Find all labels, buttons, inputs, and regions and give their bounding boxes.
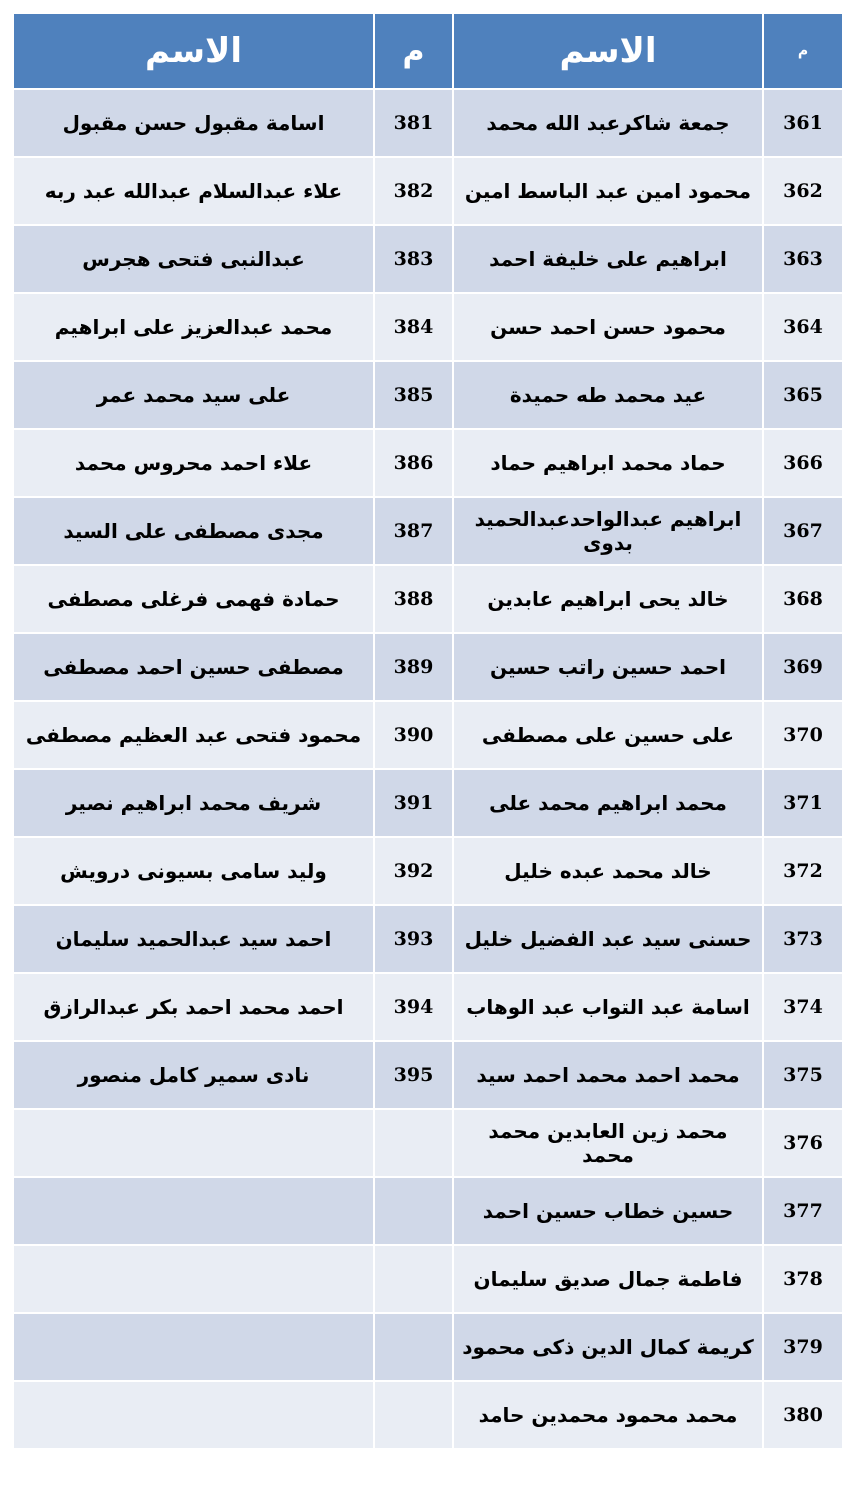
number-cell-left xyxy=(374,1245,453,1313)
name-cell-right: محمد ابراهيم محمد على xyxy=(453,769,763,837)
table-row xyxy=(13,837,843,905)
table-row xyxy=(13,1109,843,1177)
table-body xyxy=(13,89,843,1449)
header-name-right: الاسم xyxy=(453,13,763,89)
number-cell-left xyxy=(374,1381,453,1449)
table-row xyxy=(13,1041,843,1109)
number-cell-left xyxy=(374,1109,453,1177)
table-row xyxy=(13,225,843,293)
number-cell-left: 381 xyxy=(374,89,453,157)
number-cell-right: 365 xyxy=(763,361,843,429)
table-row xyxy=(13,701,843,769)
number-cell-left: 387 xyxy=(374,497,453,565)
name-cell-left xyxy=(13,1177,374,1245)
number-cell-left: 383 xyxy=(374,225,453,293)
name-cell-left xyxy=(13,1245,374,1313)
name-cell-left: شريف محمد ابراهيم نصير xyxy=(13,769,374,837)
name-cell-right: خالد يحى ابراهيم عابدين xyxy=(453,565,763,633)
name-cell-left: علاء عبدالسلام عبدالله عبد ربه xyxy=(13,157,374,225)
name-cell-right: كريمة كمال الدين ذكى محمود xyxy=(453,1313,763,1381)
number-cell-right: 369 xyxy=(763,633,843,701)
name-cell-left xyxy=(13,1109,374,1177)
number-cell-left: 385 xyxy=(374,361,453,429)
number-cell-left: 394 xyxy=(374,973,453,1041)
header-name-left: الاسم xyxy=(13,13,374,89)
number-cell-left: 392 xyxy=(374,837,453,905)
number-cell-left: 391 xyxy=(374,769,453,837)
number-cell-left xyxy=(374,1177,453,1245)
name-cell-left: مصطفى حسين احمد مصطفى xyxy=(13,633,374,701)
number-cell-left: 393 xyxy=(374,905,453,973)
name-cell-left: نادى سمير كامل منصور xyxy=(13,1041,374,1109)
name-cell-right: حماد محمد ابراهيم حماد xyxy=(453,429,763,497)
number-cell-right: 364 xyxy=(763,293,843,361)
number-cell-left: 388 xyxy=(374,565,453,633)
name-cell-right: احمد حسين راتب حسين xyxy=(453,633,763,701)
table-row xyxy=(13,1313,843,1381)
number-cell-left: 384 xyxy=(374,293,453,361)
name-cell-right: حسنى سيد عبد الفضيل خليل xyxy=(453,905,763,973)
name-cell-right: على حسين على مصطفى xyxy=(453,701,763,769)
number-cell-right: 377 xyxy=(763,1177,843,1245)
number-cell-left: 386 xyxy=(374,429,453,497)
number-cell-right: 373 xyxy=(763,905,843,973)
table-row xyxy=(13,429,843,497)
name-cell-left: حمادة فهمى فرغلى مصطفى xyxy=(13,565,374,633)
name-cell-right: ابراهيم على خليفة احمد xyxy=(453,225,763,293)
table-row xyxy=(13,565,843,633)
name-cell-left: محمد عبدالعزيز على ابراهيم xyxy=(13,293,374,361)
number-cell-right: 372 xyxy=(763,837,843,905)
name-cell-left: مجدى مصطفى على السيد xyxy=(13,497,374,565)
names-table xyxy=(12,12,844,1450)
name-cell-left: احمد سيد عبدالحميد سليمان xyxy=(13,905,374,973)
table-row xyxy=(13,293,843,361)
name-cell-right: جمعة شاكرعبد الله محمد xyxy=(453,89,763,157)
name-cell-left xyxy=(13,1313,374,1381)
header-row xyxy=(13,13,843,89)
name-cell-right: عيد محمد طه حميدة xyxy=(453,361,763,429)
number-cell-right: 371 xyxy=(763,769,843,837)
number-cell-right: 361 xyxy=(763,89,843,157)
table-row xyxy=(13,905,843,973)
table-row xyxy=(13,633,843,701)
table-row xyxy=(13,1245,843,1313)
name-cell-left: عبدالنبى فتحى هجرس xyxy=(13,225,374,293)
name-cell-left xyxy=(13,1381,374,1449)
name-cell-right: فاطمة جمال صديق سليمان xyxy=(453,1245,763,1313)
table-row xyxy=(13,89,843,157)
number-cell-right: 374 xyxy=(763,973,843,1041)
header-number-right: م xyxy=(763,13,843,89)
name-cell-left: محمود فتحى عبد العظيم مصطفى xyxy=(13,701,374,769)
number-cell-right: 368 xyxy=(763,565,843,633)
number-cell-left: 395 xyxy=(374,1041,453,1109)
table-row xyxy=(13,361,843,429)
name-cell-left: على سيد محمد عمر xyxy=(13,361,374,429)
number-cell-right: 363 xyxy=(763,225,843,293)
number-cell-right: 379 xyxy=(763,1313,843,1381)
name-cell-right: محمد زين العابدين محمد محمد xyxy=(453,1109,763,1177)
table-row xyxy=(13,157,843,225)
number-cell-right: 376 xyxy=(763,1109,843,1177)
name-cell-left: وليد سامى بسيونى درويش xyxy=(13,837,374,905)
name-cell-right: خالد محمد عبده خليل xyxy=(453,837,763,905)
name-cell-right: اسامة عبد التواب عبد الوهاب xyxy=(453,973,763,1041)
table-row xyxy=(13,1177,843,1245)
number-cell-right: 370 xyxy=(763,701,843,769)
name-cell-right: محمود امين عبد الباسط امين xyxy=(453,157,763,225)
number-cell-left: 390 xyxy=(374,701,453,769)
number-cell-right: 378 xyxy=(763,1245,843,1313)
number-cell-right: 362 xyxy=(763,157,843,225)
number-cell-left: 382 xyxy=(374,157,453,225)
name-cell-right: ابراهيم عبدالواحدعبدالحميد بدوى xyxy=(453,497,763,565)
table-row xyxy=(13,497,843,565)
name-cell-right: محمد محمود محمدين حامد xyxy=(453,1381,763,1449)
number-cell-left: 389 xyxy=(374,633,453,701)
name-cell-right: محمود حسن احمد حسن xyxy=(453,293,763,361)
name-cell-right: محمد احمد محمد احمد سيد xyxy=(453,1041,763,1109)
table-row xyxy=(13,1381,843,1449)
table-row xyxy=(13,973,843,1041)
name-cell-left: احمد محمد احمد بكر عبدالرازق xyxy=(13,973,374,1041)
name-cell-right: حسين خطاب حسين احمد xyxy=(453,1177,763,1245)
table-row xyxy=(13,769,843,837)
number-cell-right: 367 xyxy=(763,497,843,565)
header-number-left: م xyxy=(374,13,453,89)
name-cell-left: اسامة مقبول حسن مقبول xyxy=(13,89,374,157)
number-cell-right: 380 xyxy=(763,1381,843,1449)
number-cell-right: 375 xyxy=(763,1041,843,1109)
number-cell-right: 366 xyxy=(763,429,843,497)
number-cell-left xyxy=(374,1313,453,1381)
name-cell-left: علاء احمد محروس محمد xyxy=(13,429,374,497)
